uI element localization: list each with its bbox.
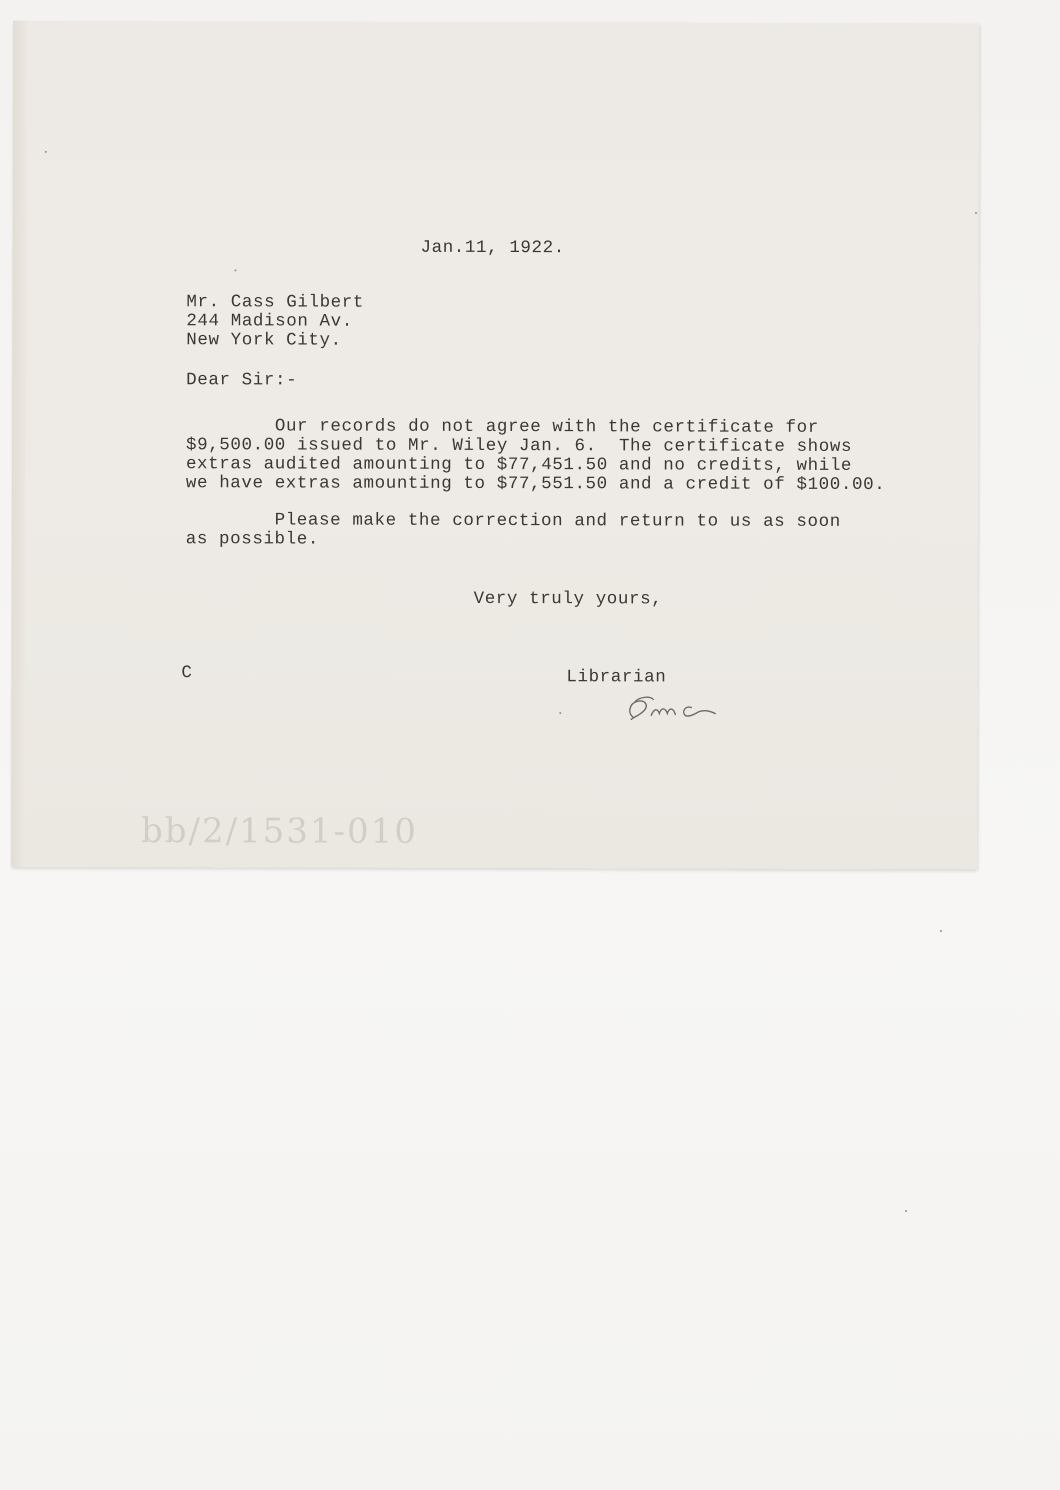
paper-speck <box>234 269 236 271</box>
body-line: extras audited amounting to $77,451.50 and no credits, while <box>185 454 853 476</box>
signature-title: Librarian <box>566 667 667 688</box>
addressee-city: New York City. <box>186 330 342 351</box>
initials-signature-drawing <box>619 687 719 727</box>
body-line: we have extras amounting to $77,551.50 and a credit of $100.00. <box>185 473 886 496</box>
scan-speck <box>940 930 942 932</box>
body-line: $9,500.00 issued to Mr. Wiley Jan. 6. The certificate shows <box>185 435 853 457</box>
addressee-street: 244 Madison Av. <box>186 311 353 332</box>
letter-sheet <box>11 21 979 870</box>
body-paragraph-1 <box>186 417 886 495</box>
letter-date: Jan.11, 1922. <box>420 237 565 259</box>
paper-speck <box>45 151 47 153</box>
scan-speck <box>905 1210 907 1212</box>
addressee-name: Mr. Cass Gilbert <box>186 292 365 313</box>
archive-stamp: bb/2/1531-010 <box>140 811 419 852</box>
body-paragraph-2 <box>186 511 841 551</box>
body-line: Please make the correction and return to us as soon <box>185 510 841 532</box>
body-line: as possible. <box>185 529 320 550</box>
body-line: Our records do not agree with the certificate for <box>186 416 819 438</box>
closing: Very truly yours, <box>473 588 663 610</box>
salutation: Dear Sir:- <box>186 370 298 391</box>
addressee-block <box>186 293 364 350</box>
scan-speck <box>975 212 977 214</box>
enclosure-mark: C <box>181 663 193 684</box>
paper-speck <box>559 712 561 714</box>
handwritten-initials <box>619 687 719 732</box>
sheet-edge <box>11 21 27 867</box>
